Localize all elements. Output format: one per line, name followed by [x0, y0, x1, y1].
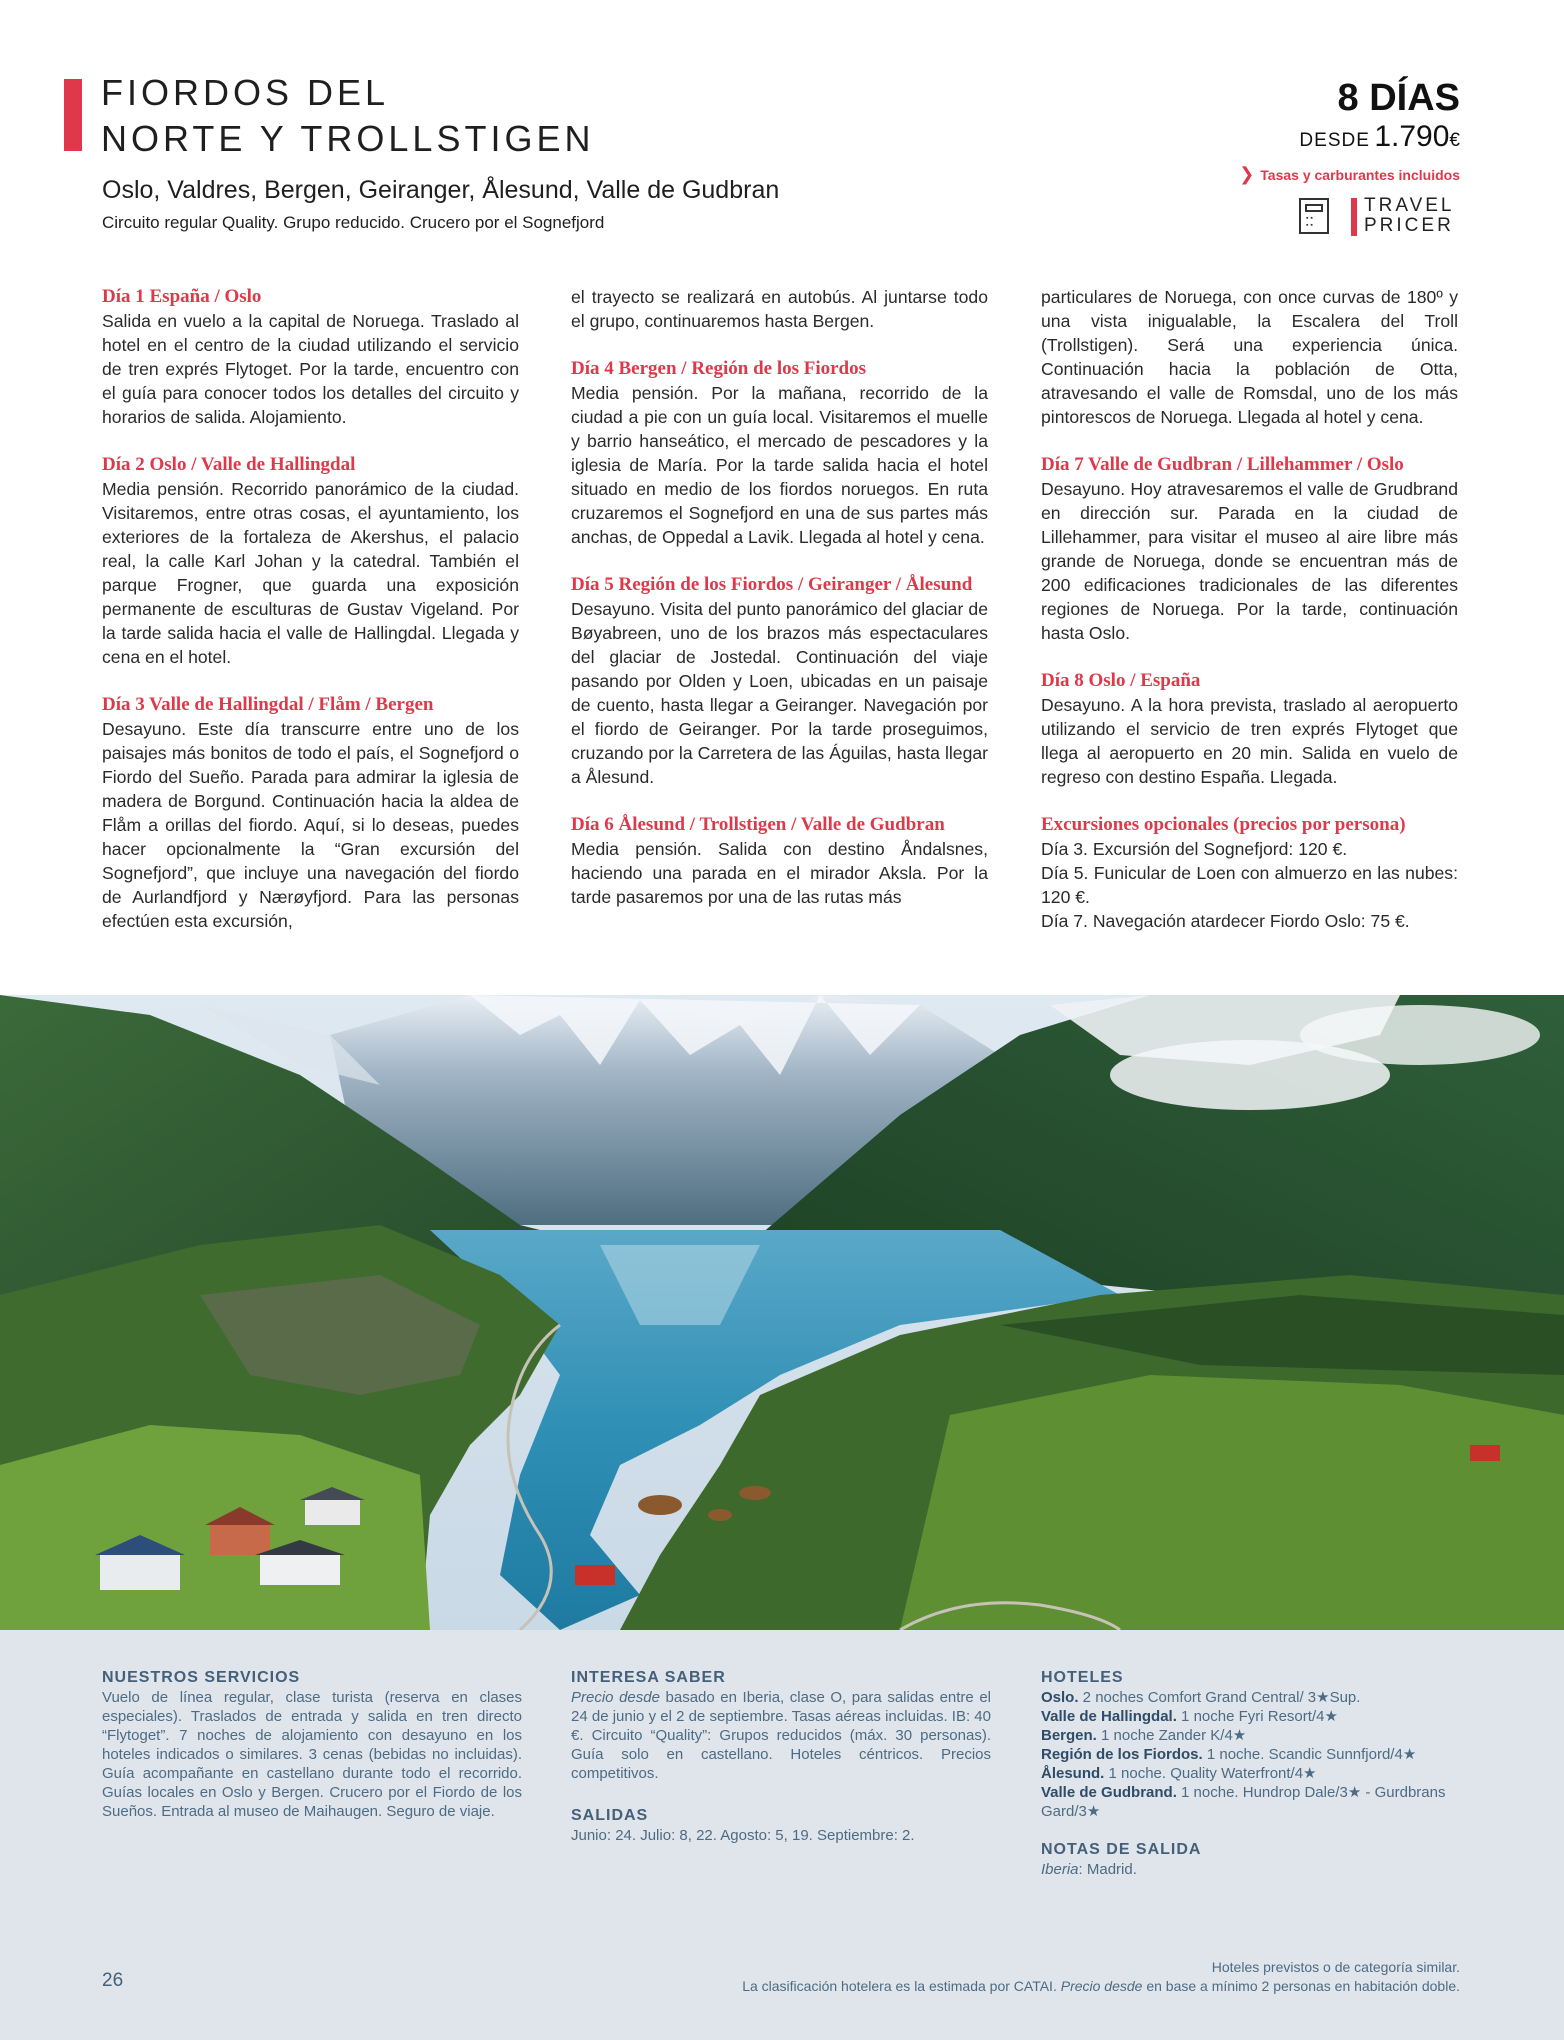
- itinerary-column-2: [571, 285, 988, 909]
- title-accent-bar: [64, 79, 82, 151]
- services-title: NUESTROS SERVICIOS: [102, 1669, 301, 1686]
- departure-notes-body: : Madrid.: [1078, 1861, 1137, 1878]
- day-4-title: Día 4 Bergen / Región de los Fiordos: [571, 358, 867, 379]
- route-subtitle: Oslo, Valdres, Bergen, Geiranger, Ålesund, Valle de Gudbran: [102, 176, 780, 204]
- footer-note-line-2: [742, 1977, 1460, 1996]
- travel-pricer-line-2: PRICER: [1364, 215, 1454, 236]
- price-currency: €: [1449, 130, 1460, 151]
- day-8-title: Día 8 Oslo / España: [1041, 670, 1201, 691]
- day-7-text: Desayuno. Hoy atravesaremos el valle de Grudbrand en dirección sur. Parada en la ciudad de Lillehammer, para visitar el museo al aire libre más grande de Noruega, donde se encuentran más de 200 edificaciones tradicionales de las diferentes regiones de Noruega. Por la tarde, continuación hasta Oslo.: [1041, 479, 1458, 643]
- departures-title: SALIDAS: [571, 1807, 649, 1824]
- hotel-place: Región de los Fiordos.: [1041, 1746, 1203, 1763]
- fjord-landscape-photo: [0, 995, 1564, 1630]
- day-5-text: Desayuno. Visita del punto panorámico del glaciar de Bøyabreen, uno de los brazos más espectaculares del glaciar de Jostedal. Continuación del viaje pasando por Olden y Loen, ubicadas en un paisaje de cuento, hasta llegar a Geiranger. Navegación por el fiordo de Geiranger. Por la tarde proseguimos, cruzando por la Carretera de las Águilas, hasta llegar a Ålesund.: [571, 599, 988, 787]
- travel-pricer-line-1: TRAVEL: [1364, 195, 1455, 216]
- footer-note-line-1: Hoteles previstos o de categoría similar.: [1211, 1959, 1460, 1975]
- hotels-title: HOTELES: [1041, 1669, 1124, 1686]
- day-1-title: Día 1 España / Oslo: [102, 286, 262, 307]
- day-5-title: Día 5 Región de los Fiordos / Geiranger / Ålesund: [571, 574, 973, 595]
- duration-days: 8 DÍAS: [1337, 77, 1460, 119]
- hotel-place: Valle de Gudbrand.: [1041, 1784, 1177, 1801]
- page-number: 26: [102, 1970, 124, 1991]
- departures-text: Junio: 24. Julio: 8, 22. Agosto: 5, 19. Septiembre: 2.: [571, 1827, 915, 1844]
- title-line-1: FIORDOS DEL: [101, 72, 390, 113]
- info-body: basado en Iberia, clase O, para salidas entre el 24 de junio y el 2 de septiembre. Tasas aéreas incluidas. IB: 40 €. Circuito “Quality”: Grupos reducidos (máx. 30 personas). Guía solo en castellano. Hoteles céntricos. Precios competitivos.: [571, 1689, 991, 1782]
- day-3-title: Día 3 Valle de Hallingdal / Flåm / Bergen: [102, 694, 434, 715]
- price-line: [1299, 120, 1460, 154]
- footer-note-italic: Precio desde: [1060, 1978, 1143, 1994]
- day-1-text: Salida en vuelo a la capital de Noruega. Traslado al hotel en el centro de la ciudad utilizando el servicio de tren exprés Flytoget. Por la tarde, encuentro con el guía para conocer todos los detalles del circuito y horarios de salida. Alojamiento.: [102, 311, 519, 427]
- hotel-place: Bergen.: [1041, 1727, 1097, 1744]
- info-title: INTERESA SABER: [571, 1669, 726, 1686]
- info-italic: Precio desde: [571, 1689, 660, 1706]
- taxes-included-note: [1239, 164, 1460, 185]
- hotel-line: [1041, 1726, 1461, 1745]
- excursion-2: Día 5. Funicular de Loen con almuerzo en las nubes: 120 €.: [1041, 863, 1458, 907]
- day-3-text-continued: el trayecto se realizará en autobús. Al juntarse todo el grupo, continuaremos hasta Bergen.: [571, 287, 988, 331]
- excursion-3: Día 7. Navegación atardecer Fiordo Oslo: 75 €.: [1041, 911, 1410, 931]
- day-8-text: Desayuno. A la hora prevista, traslado al aeropuerto utilizando el servicio de tren exprés Flytoget que llega al aeropuerto en 20 min. Salida en vuelo de regreso con destino España. Llegada.: [1041, 695, 1458, 787]
- travel-pricer-logo: [1299, 196, 1461, 238]
- day-7-title: Día 7 Valle de Gudbran / Lillehammer / Oslo: [1041, 454, 1404, 475]
- info-section: [571, 1668, 991, 1845]
- itinerary-column-1: [102, 285, 519, 933]
- tour-tagline: Circuito regular Quality. Grupo reducido. Crucero por el Sognefjord: [102, 213, 605, 232]
- hotel-line: [1041, 1745, 1461, 1764]
- hotel-place: Valle de Hallingdal.: [1041, 1708, 1177, 1725]
- hotel-line: [1041, 1688, 1461, 1707]
- hotel-detail: 1 noche. Scandic Sunnfjord/4★: [1202, 1746, 1417, 1763]
- travel-pricer-bar: [1351, 198, 1357, 236]
- day-4-text: Media pensión. Por la mañana, recorrido de la ciudad a pie con un guía local. Visitaremos el muelle y barrio hanseático, el mercado de pescadores y la iglesia de María. Por la tarde salida hacia el hotel situado en medio de los fiordos noruegos. En ruta cruzaremos el Sognefjord en una de sus partes más anchas, de Oppedal a Lavik. Llegada al hotel y cena.: [571, 383, 988, 547]
- page-title: [101, 70, 594, 162]
- hotel-detail: 1 noche Zander K/4★: [1096, 1727, 1247, 1744]
- footer-note-part-a: La clasificación hotelera es la estimada por CATAI.: [742, 1978, 1061, 1994]
- services-text: Vuelo de línea regular, clase turista (reserva en clases especiales). Traslados de entrada y salida en tren directo “Flytoget”. 7 noches de alojamiento con desayuno en los hoteles indicados o similares. 3 cenas (bebidas no incluidas). Guía acompañante en castellano durante todo el recorrido. Guías locales en Oslo y Bergen. Crucero por el Fiordo de los Sueños. Entrada al museo de Maihaugen. Seguro de viaje.: [102, 1689, 522, 1820]
- footer-note-part-b: en base a mínimo 2 personas en habitación doble.: [1142, 1978, 1460, 1994]
- hotel-detail: 1 noche. Quality Waterfront/4★: [1104, 1765, 1317, 1782]
- info-text: [571, 1688, 991, 1783]
- day-6-text-continued: particulares de Noruega, con once curvas de 180º y una vista inigualable, la Escalera del Troll (Trollstigen). Será una experiencia única. Continuación hacia la población de Otta, atravesando el valle de Romsdal, uno de los más pintorescos de Noruega. Llegada al hotel y cena.: [1041, 287, 1458, 427]
- hotel-place: Oslo.: [1041, 1689, 1079, 1706]
- price-desde-label: DESDE: [1299, 130, 1370, 151]
- hotel-detail: 1 noche Fyri Resort/4★: [1176, 1708, 1338, 1725]
- day-6-text: Media pensión. Salida con destino Åndalsnes, haciendo una parada en el mirador Aksla. Por la tarde pasaremos por una de las rutas más: [571, 839, 988, 907]
- taxes-included-text: Tasas y carburantes incluidos: [1260, 167, 1460, 183]
- hotels-section: [1041, 1668, 1461, 1879]
- footer-note: [742, 1958, 1460, 1996]
- itinerary-column-3: [1041, 285, 1458, 933]
- hotel-detail: 2 noches Comfort Grand Central/ 3★Sup.: [1078, 1689, 1361, 1706]
- hotel-line: [1041, 1764, 1461, 1783]
- day-2-title: Día 2 Oslo / Valle de Hallingdal: [102, 454, 356, 475]
- travel-pricer-text: [1364, 196, 1455, 236]
- hotel-line: [1041, 1707, 1461, 1726]
- day-6-title: Día 6 Ålesund / Trollstigen / Valle de Gudbran: [571, 814, 945, 835]
- departure-notes-italic: Iberia: [1041, 1861, 1079, 1878]
- title-line-2: NORTE Y TROLLSTIGEN: [101, 118, 595, 159]
- day-2-text: Media pensión. Recorrido panorámico de la ciudad. Visitaremos, entre otras cosas, el ayuntamiento, los exteriores de la fortaleza de Akershus, el palacio real, la calle Karl Johan y la catedral. También el parque Frogner, que guarda una exposición permanente de esculturas de Gustav Vigeland. Por la tarde salida hacia el valle de Hallingdal. Llegada y cena en el hotel.: [102, 479, 519, 667]
- price-amount: 1.790: [1374, 120, 1450, 153]
- hotel-place: Ålesund.: [1041, 1765, 1105, 1782]
- hotel-detail: 1 noche. Hundrop Dale/3★ - Gurdbrans Gard/3★: [1041, 1784, 1446, 1820]
- calculator-icon: [1299, 198, 1329, 234]
- excursions-title: Excursiones opcionales (precios por persona): [1041, 814, 1406, 835]
- hotel-line: [1041, 1783, 1461, 1821]
- day-3-text: Desayuno. Este día transcurre entre uno de los paisajes más bonitos de todo el país, el Sognefjord o Fiordo del Sueño. Parada para admirar la iglesia de madera de Borgund. Continuación hacia la aldea de Flåm a orillas del fiordo. Aquí, si lo deseas, puedes hacer opcionalmente la “Gran excursión del Sognefjord”, que incluye una navegación del fiordo de Aurlandfjord y Nærøyfjord. Para las personas efectúen esta excursión,: [102, 719, 519, 931]
- excursion-1: Día 3. Excursión del Sognefjord: 120 €.: [1041, 839, 1348, 859]
- departure-notes-text: [1041, 1860, 1461, 1879]
- departure-notes-title: NOTAS DE SALIDA: [1041, 1841, 1202, 1858]
- services-section: [102, 1668, 522, 1821]
- chevron-right-icon: ❯: [1239, 164, 1255, 184]
